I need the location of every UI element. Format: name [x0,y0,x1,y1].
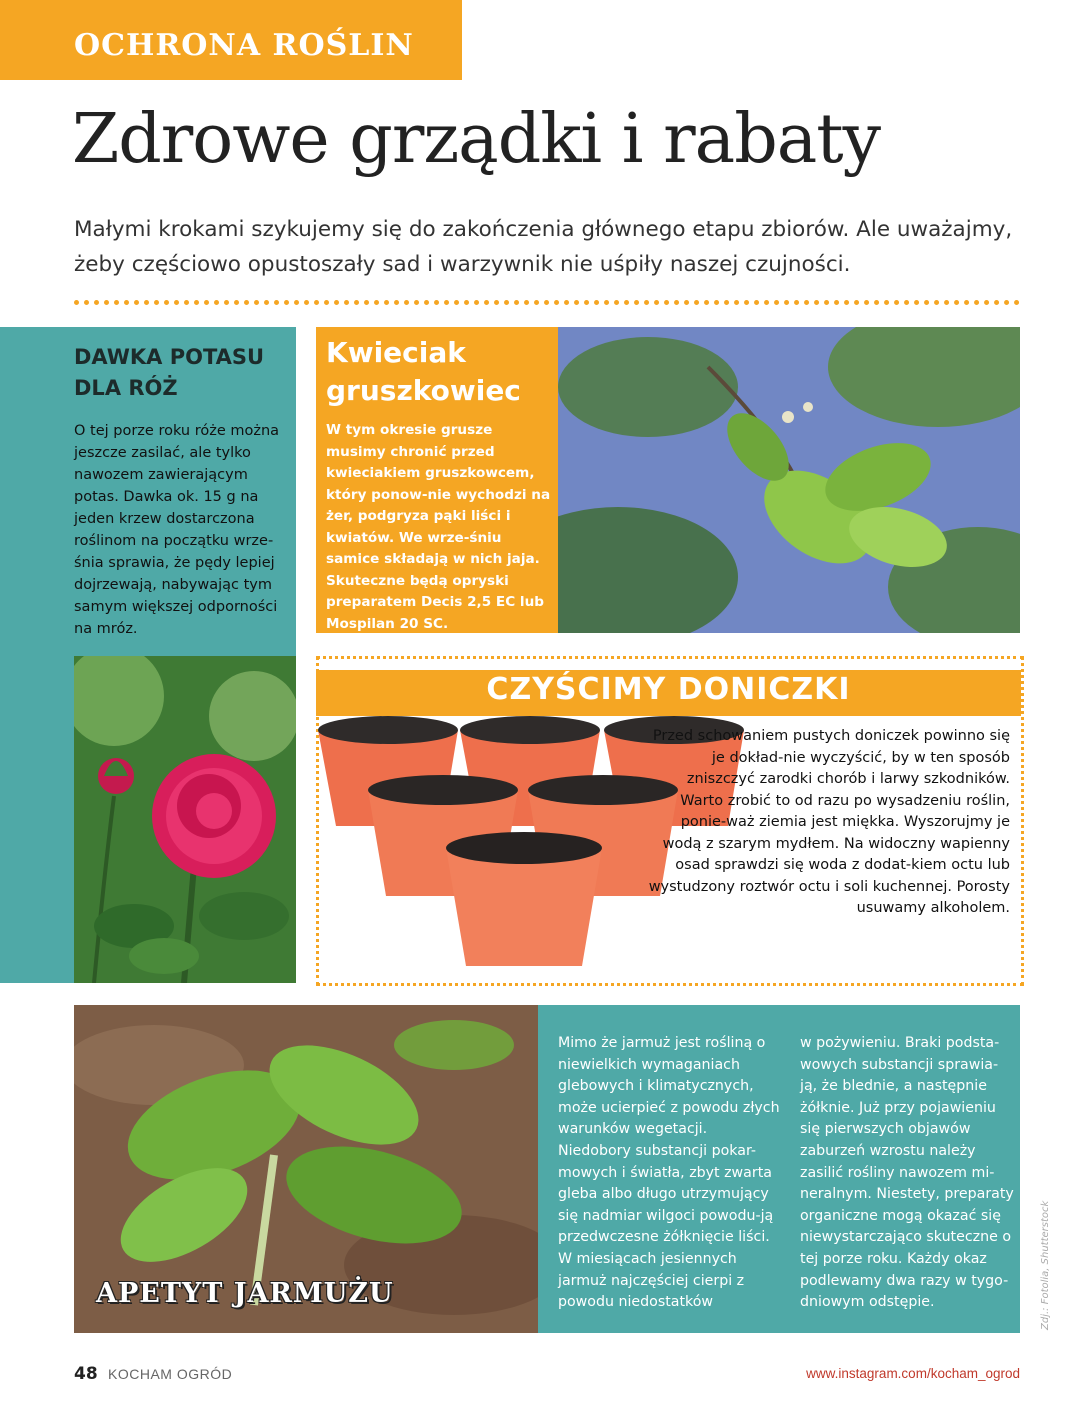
jarmuz-column-1: Mimo że jarmuż jest rośliną o niewielkich wymaganiach glebowych i klimatycznych, może ucierpieć z powodu złych warunków wegetacji. Niedobory substancji pokar-mowych i światła, zbyt zwarta gleba albo długo utrzymujący się nadmiar wilgoci powodu-ją przedwczesne żółknięcie liści. W miesiącach jesiennych jarmuż najczęściej cierpi z powodu niedostatków [558,1035,780,1311]
instagram-link[interactable]: www.instagram.com/kocham_ogrod [806,1366,1020,1381]
potas-body: O tej porze roku róże można jeszcze zasilać, ale tylko nawozem zawierającym potas. Dawka ok. 15 g na jeden krzew dostarczona roślinom na początku wrze-śnia sprawia, że pędy lepiej dojrzewają, nabywając tym samym większej odporności na mróz. [74,423,280,637]
dotted-divider [74,300,1020,305]
pear-tree-photo [558,327,1020,633]
photo-credit: Zdj.: Fotolia, Shutterstock [1040,1200,1051,1330]
potas-heading: DAWKA POTASU DLA RÓŻ [74,345,265,400]
page-number: 48 [74,1364,98,1384]
lead-paragraph: Małymi krokami szykujemy się do zakończenia głównego etapu zbiorów. Ale uważajmy, żeby częściowo opustoszały sad i warzywnik nie uśpiły naszej czujności. [74,217,1013,277]
doniczki-body: Przed schowaniem pustych doniczek powinno się je dokład-nie wyczyścić, by w ten sposób zniszczyć zarodki chorób i larwy szkodników. Warto zrobić to od razu po wysadzeniu roślin, ponie-waż ziemia jest miękka. Wyszorujmy je wodą z szarym mydłem. Na widoczny wapienny osad sprawdzi się woda z dodat-kiem octu lub wystudzony roztwór octu i soli kuchennej. Porosty usuwamy alkoholem. [648,728,1010,916]
rose-illustration [74,656,296,983]
jarmuz-column-2: w pożywieniu. Braki podsta-wowych substancji sprawia-ją, że blednie, a następnie żółknie. Już przy pojawieniu się pierwszych objawów zaburzeń wzrostu należy zasilić rośliny nawozem mi-neralnym. Niestety, preparaty organiczne mogą okazać się niewystarczająco skuteczne o tej porze roku. Każdy okaz podlewamy dwa razy w tygo-dniowym odstępie. [800,1035,1014,1311]
kwieciak-body: W tym okresie grusze musimy chronić przed kwieciakiem gruszkowcem, który ponow-nie wychodzi na żer, podgryza pąki liści i kwiatów. We wrze-śniu samice składają w nich jaja. Skuteczne będą opryski preparatem Decis 2,5 EC lub Mospilan 20 SC. [326,422,551,632]
doniczki-heading: CZYŚCIMY DONICZKI [486,672,851,707]
section-title: OCHRONA ROŚLIN [74,28,414,63]
magazine-name: KOCHAM OGRÓD [108,1366,233,1382]
jarmuz-heading: APETYT JARMUŻU [96,1278,394,1309]
kwieciak-heading: Kwieciak gruszkowiec [326,336,521,407]
headline: Zdrowe grządki i rabaty [72,100,881,179]
pear-leaves-illustration [558,327,1020,633]
rose-photo [74,656,296,983]
